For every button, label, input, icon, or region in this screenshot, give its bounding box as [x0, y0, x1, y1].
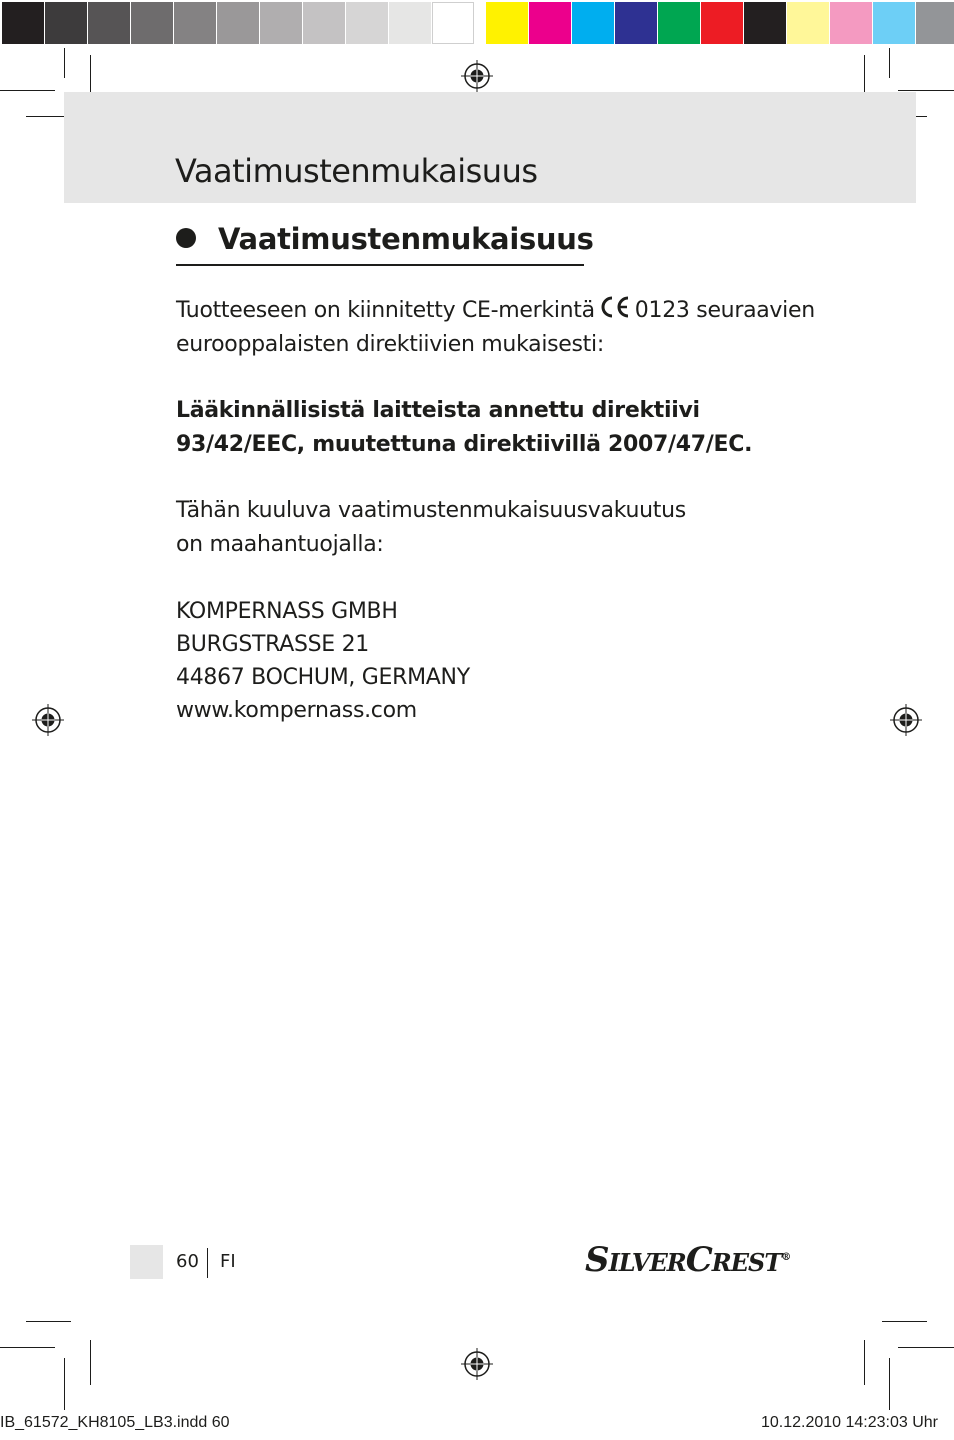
- color-swatch: [88, 2, 130, 44]
- crop-mark: [90, 1340, 91, 1385]
- section-heading-text: Vaatimustenmukaisuus: [218, 222, 594, 256]
- color-swatch: [346, 2, 388, 44]
- declaration-line1: Tähän kuuluva vaatimustenmukaisuusvakuutus: [176, 498, 686, 523]
- color-swatch: [45, 2, 87, 44]
- color-swatch: [260, 2, 302, 44]
- color-swatch: [787, 2, 829, 44]
- slug-timestamp: 10.12.2010 14:23:03 Uhr: [760, 1414, 938, 1431]
- gray-color-bar: [2, 2, 474, 44]
- directive-line1: Lääkinnällisistä laitteista annettu direktiivi: [176, 398, 700, 423]
- declaration-line2: on maahantuojalla:: [176, 532, 384, 557]
- ce-text-line2: eurooppalaisten direktiivien mukaisesti:: [176, 332, 604, 357]
- slug-filename: IB_61572_KH8105_LB3.indd 60: [0, 1414, 230, 1431]
- crop-mark: [26, 1321, 71, 1322]
- crop-mark: [889, 48, 890, 78]
- footer-divider: [207, 1248, 208, 1278]
- address-line: 44867 BOCHUM, GERMANY: [176, 665, 470, 690]
- color-swatch: [830, 2, 872, 44]
- crop-mark: [898, 90, 954, 91]
- registration-mark-icon: [32, 704, 64, 736]
- directive-line2: 93/42/EEC, muutettuna direktiivillä 2007/47/EC.: [176, 432, 753, 457]
- registration-mark-icon: [461, 60, 493, 92]
- crop-mark: [898, 1347, 954, 1348]
- silvercrest-logo: SILVERCREST®: [585, 1240, 791, 1280]
- address-line: KOMPERNASS GMBH: [176, 599, 398, 624]
- color-swatch: [916, 2, 954, 44]
- color-swatch: [701, 2, 743, 44]
- directive-paragraph: [176, 394, 752, 462]
- address-line: BURGSTRASSE 21: [176, 632, 369, 657]
- color-swatch: [486, 2, 528, 44]
- section-heading: [176, 222, 594, 256]
- registration-mark-icon: [461, 1348, 493, 1380]
- declaration-paragraph: [176, 494, 686, 562]
- color-swatch: [744, 2, 786, 44]
- bullet-icon: [176, 228, 196, 248]
- crop-mark: [0, 1347, 55, 1348]
- color-swatch: [131, 2, 173, 44]
- crop-mark: [889, 1358, 890, 1410]
- color-swatch: [658, 2, 700, 44]
- color-swatch: [174, 2, 216, 44]
- color-swatch: [2, 2, 44, 44]
- crop-mark: [64, 1358, 65, 1410]
- footer-tab: [130, 1245, 163, 1279]
- registration-mark-icon: [890, 704, 922, 736]
- address-block: [176, 595, 470, 727]
- ce-mark-icon: [599, 295, 631, 319]
- ce-paragraph: [176, 294, 815, 362]
- language-code: FI: [220, 1251, 236, 1272]
- color-swatch: [389, 2, 431, 44]
- color-swatch: [303, 2, 345, 44]
- process-color-bar: [486, 2, 954, 44]
- section-underline: [176, 264, 584, 266]
- website-link[interactable]: www.kompernass.com: [176, 698, 417, 723]
- color-swatch: [572, 2, 614, 44]
- color-swatch: [217, 2, 259, 44]
- crop-mark: [0, 90, 55, 91]
- color-swatch: [615, 2, 657, 44]
- crop-mark: [864, 1340, 865, 1385]
- ce-text-after: 0123 seuraavien: [634, 298, 815, 323]
- ce-text-before: Tuotteeseen on kiinnitetty CE-merkintä: [176, 298, 595, 323]
- color-swatch: [529, 2, 571, 44]
- color-swatch: [873, 2, 915, 44]
- page-number: 60: [176, 1251, 199, 1272]
- crop-mark: [882, 1321, 927, 1322]
- page-title: Vaatimustenmukaisuus: [175, 152, 538, 190]
- color-swatch: [432, 2, 474, 44]
- crop-mark: [64, 48, 65, 78]
